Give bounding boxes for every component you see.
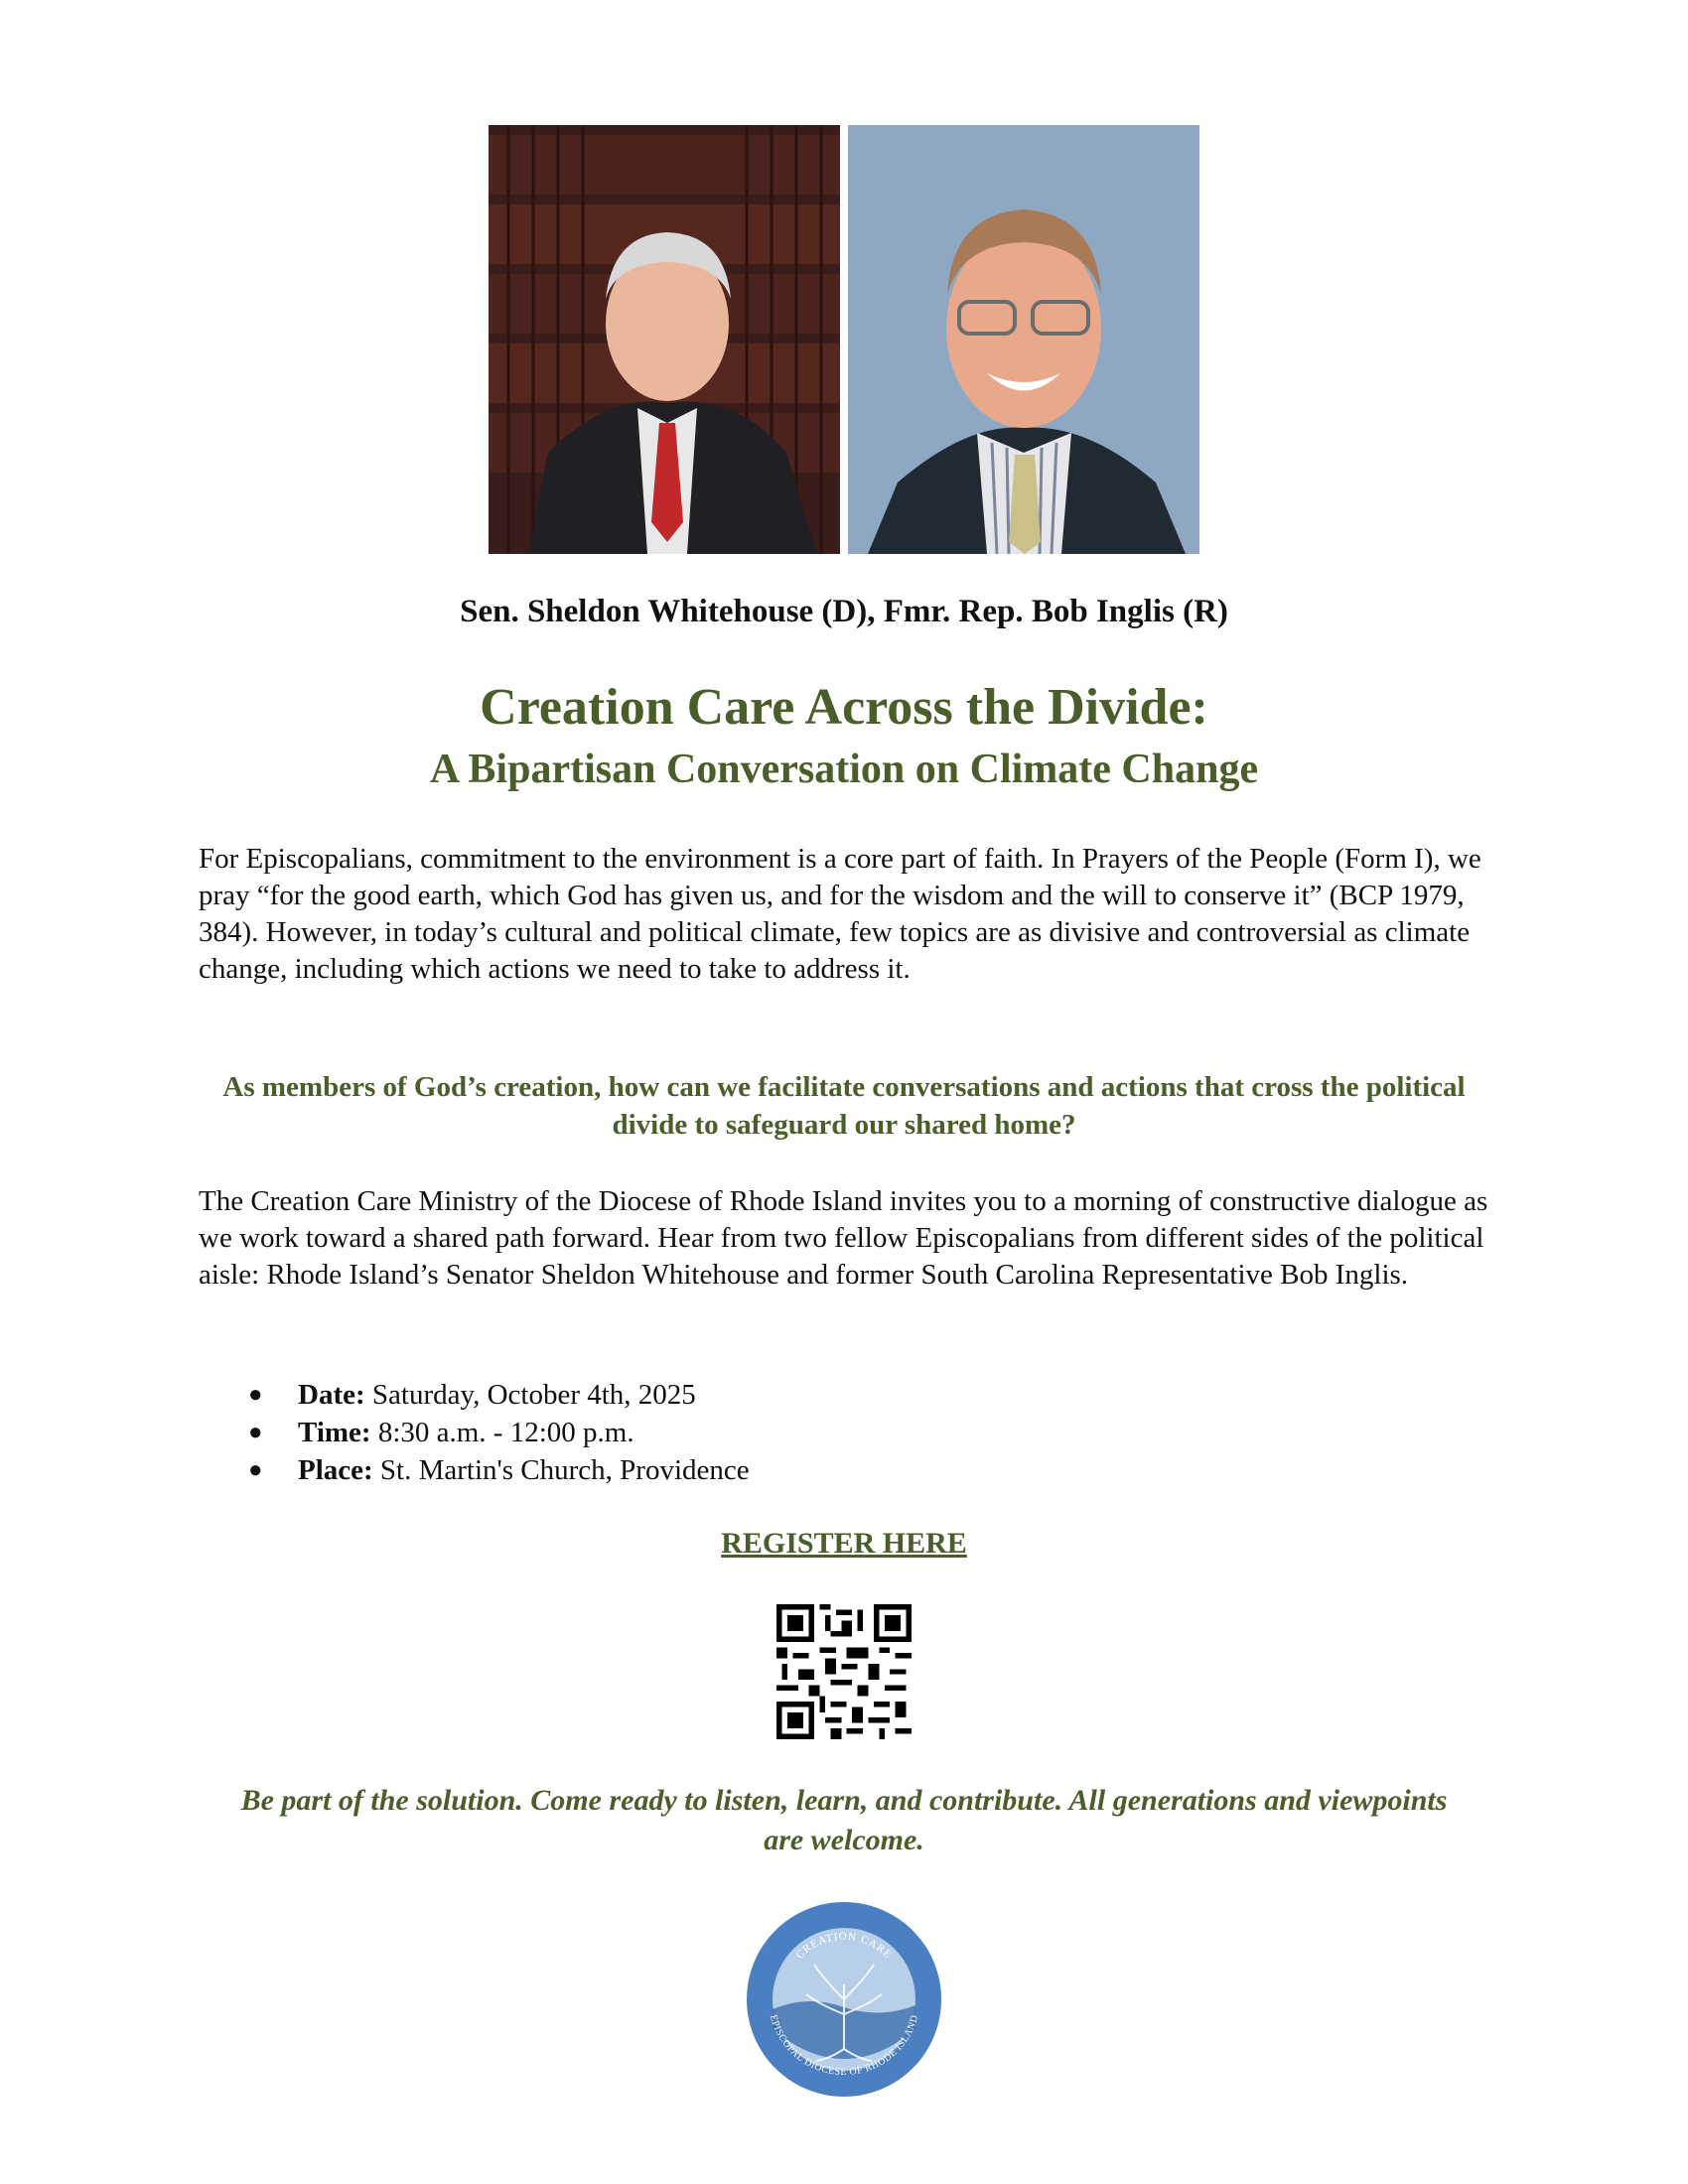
guiding-question: As members of God’s creation, how can we facilitate conversations and actions that cross the political divide to safeguard our shared home? — [222, 1071, 1466, 1141]
speaker-photos — [0, 125, 1688, 554]
detail-label: Time: — [298, 1417, 371, 1448]
detail-label: Date: — [298, 1379, 365, 1411]
register-link[interactable]: REGISTER HERE — [721, 1527, 967, 1560]
portrait-inglis-image — [848, 125, 1199, 554]
detail-date — [238, 1376, 750, 1414]
bullet-icon: ● — [248, 1457, 263, 1483]
intro-paragraph: For Episcopalians, commitment to the environment is a core part of faith. In Prayers of the People (Form I), we pray “for the good earth, which God has given us, and for the wisdom and the will to conserve it” (BCP 1979, 384). However, in today’s cultural and political climate, few topics are as divisive and controversial as climate change, including which actions we need to take to address it. — [199, 843, 1481, 985]
detail-label: Place: — [298, 1454, 373, 1486]
event-title: Creation Care Across the Divide: — [480, 679, 1208, 736]
creation-care-logo — [745, 1900, 943, 2099]
register-section — [0, 1527, 1688, 1561]
detail-place — [238, 1451, 750, 1489]
qr-code-icon[interactable] — [776, 1604, 912, 1739]
logo-top-text: CREATION CARE — [793, 1930, 895, 1962]
portrait-whitehouse-image — [489, 125, 840, 554]
detail-time — [238, 1414, 750, 1451]
photo-sheldon-whitehouse — [489, 125, 840, 554]
closing-statement: Be part of the solution. Come ready to listen, learn, and contribute. All generations and viewpoints are welcome. — [240, 1784, 1448, 1856]
invite-paragraph: The Creation Care Ministry of the Diocese of Rhode Island invites you to a morning of constructive dialogue as we work toward a shared path forward. Hear from two fellow Episcopalians from different sides of the political aisle: Rhode Island’s Senator Sheldon Whitehouse and former South Carolina Representative Bob Inglis. — [199, 1185, 1488, 1291]
speakers-line: Sen. Sheldon Whitehouse (D), Fmr. Rep. Bob Inglis (R) — [460, 594, 1228, 629]
detail-value: St. Martin's Church, Providence — [379, 1454, 750, 1486]
detail-value: 8:30 a.m. - 12:00 p.m. — [377, 1417, 634, 1448]
bullet-icon: ● — [248, 1420, 263, 1445]
detail-value: Saturday, October 4th, 2025 — [371, 1379, 696, 1411]
photo-bob-inglis — [848, 125, 1199, 554]
bullet-icon: ● — [248, 1382, 263, 1408]
event-details-list — [238, 1376, 750, 1489]
event-subtitle: A Bipartisan Conversation on Climate Change — [429, 747, 1259, 792]
logo-bottom-text: EPISCOPAL DIOCESE OF RHODE ISLAND — [767, 2013, 921, 2079]
